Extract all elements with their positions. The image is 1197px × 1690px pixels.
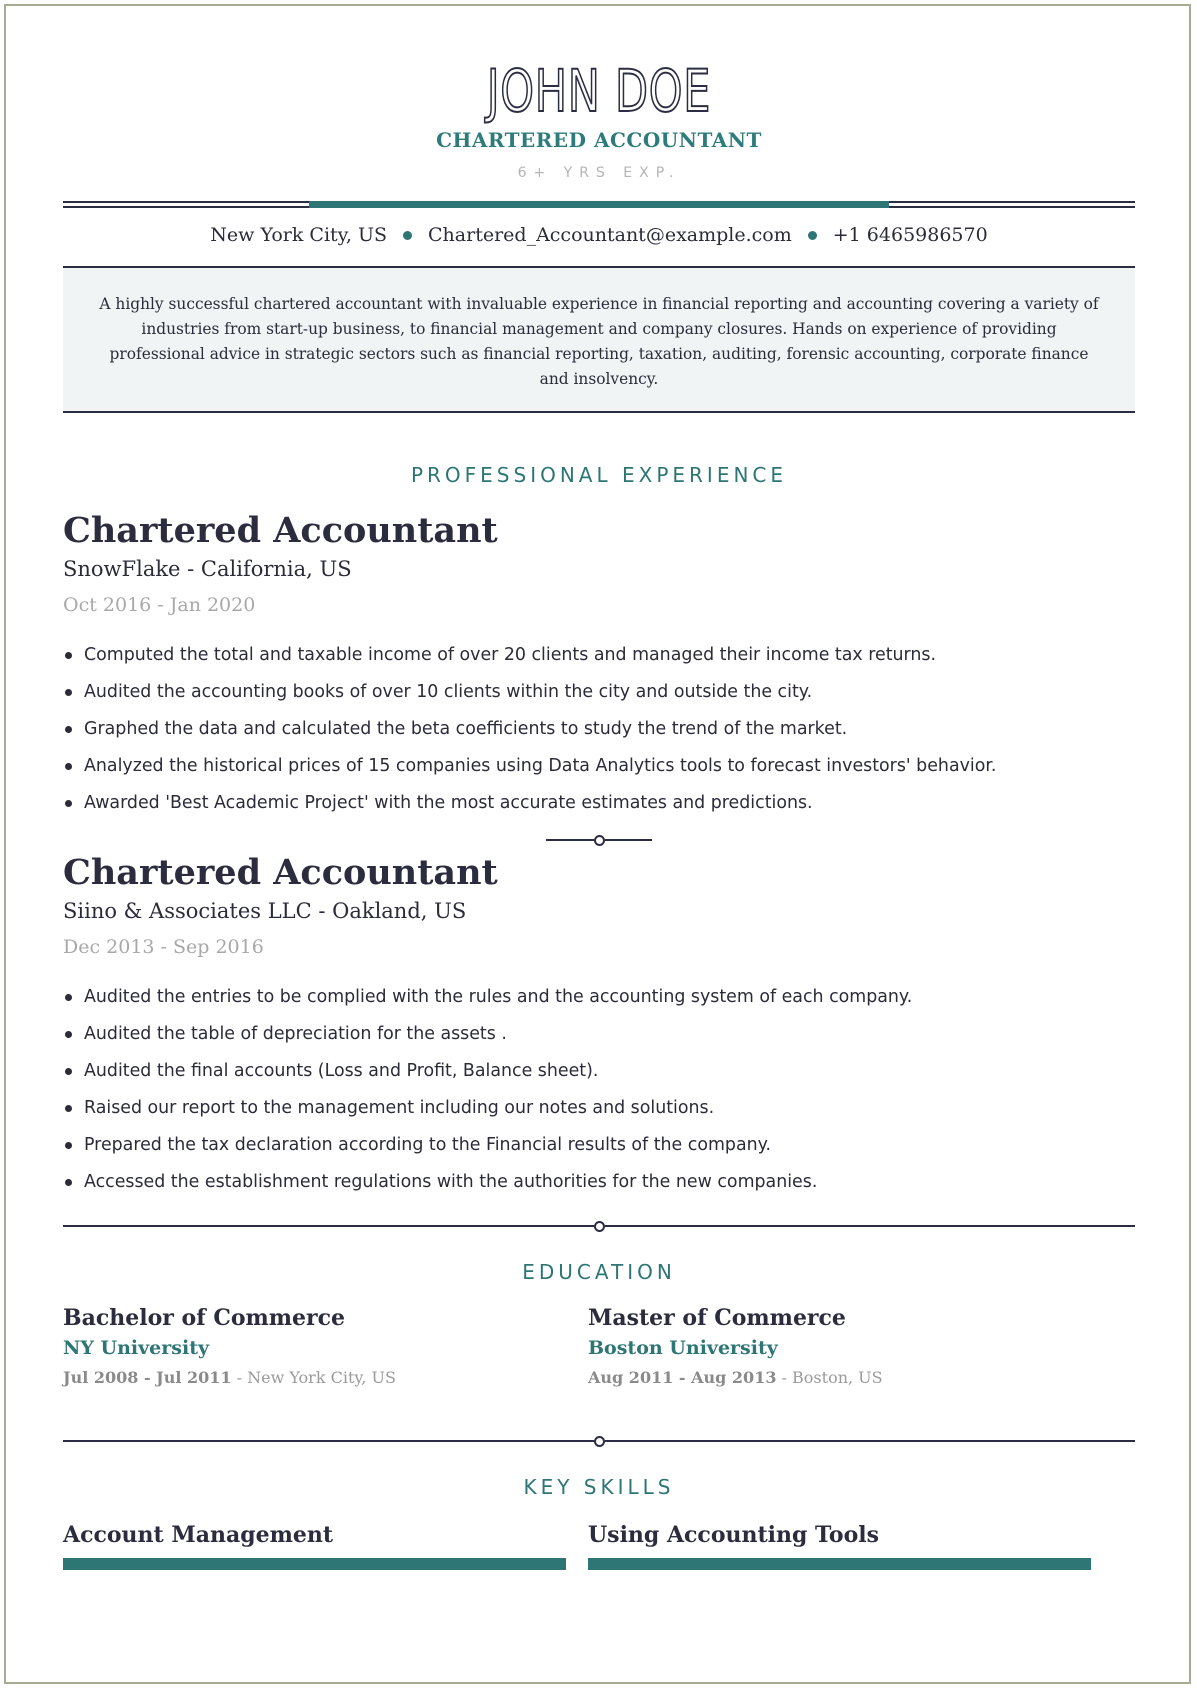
list-item: Audited the final accounts (Loss and Profit, Balance sheet). <box>63 1053 912 1090</box>
summary-text: A highly successful chartered accountant with invaluable experience in financial reporting and accounting covering a variety of industries from start-up business, to financial management and company closures. Hands on experience of providing professional advice in strategic sectors such as financial reporting, taxation, auditing, forensic accounting, corporate finance and insolvency. <box>99 295 1099 388</box>
experience-years: 6+ YRS EXP. <box>517 165 681 181</box>
job-title: Chartered Accountant <box>63 852 498 893</box>
list-item: Prepared the tax declaration according to the Financial results of the company. <box>63 1127 912 1164</box>
job-company: Siino & Associates LLC - Oakland, US <box>63 899 467 923</box>
education-degree: Bachelor of Commerce <box>63 1305 346 1331</box>
separator-dot-icon <box>403 231 412 240</box>
skill-item <box>588 1522 1091 1570</box>
list-item: Awarded 'Best Academic Project' with the most accurate estimates and predictions. <box>63 785 996 822</box>
education-dates: Aug 2011 - Aug 2013 <box>588 1368 777 1387</box>
section-title-experience: PROFESSIONAL EXPERIENCE <box>410 463 788 487</box>
contact-email[interactable]: Chartered_Accountant@example.com <box>428 224 792 246</box>
education-location: - Boston, US <box>776 1368 883 1387</box>
skill-name: Account Management <box>63 1522 334 1548</box>
separator-dot-icon <box>808 231 817 240</box>
divider-circle-icon <box>594 1221 605 1232</box>
divider-circle-icon <box>594 835 605 846</box>
list-item: Accessed the establishment regulations with the authorities for the new companies. <box>63 1164 912 1201</box>
skill-item <box>63 1522 566 1570</box>
education-school: NY University <box>63 1337 210 1359</box>
divider-circle-icon <box>594 1436 605 1447</box>
section-title-skills: KEY SKILLS <box>523 1475 675 1499</box>
job-dates: Oct 2016 - Jan 2020 <box>63 594 256 616</box>
education-degree: Master of Commerce <box>588 1305 846 1331</box>
job-bullets <box>63 979 912 1201</box>
header-accent-bar <box>309 201 889 208</box>
job-title: Chartered Accountant <box>63 510 498 551</box>
list-item: Computed the total and taxable income of over 20 clients and managed their income tax returns. <box>63 637 996 674</box>
job-divider <box>546 834 652 846</box>
contact-line <box>63 224 1135 246</box>
skill-bar-fill <box>588 1558 1091 1570</box>
candidate-name: JOHN DOE <box>486 57 712 125</box>
candidate-role: CHARTERED ACCOUNTANT <box>436 128 762 152</box>
contact-phone[interactable]: +1 6465986570 <box>832 224 988 246</box>
job-dates: Dec 2013 - Sep 2016 <box>63 936 264 958</box>
skill-bar-fill <box>63 1558 566 1570</box>
list-item: Raised our report to the management including our notes and solutions. <box>63 1090 912 1127</box>
skill-name: Using Accounting Tools <box>588 1522 879 1548</box>
list-item: Graphed the data and calculated the beta coefficients to study the trend of the market. <box>63 711 996 748</box>
education-dates: Jul 2008 - Jul 2011 <box>63 1368 232 1387</box>
job-bullets <box>63 637 996 822</box>
section-divider <box>63 1435 1135 1447</box>
skill-bar <box>588 1558 1091 1570</box>
job-company: SnowFlake - California, US <box>63 557 352 581</box>
education-item <box>63 1305 563 1387</box>
section-divider <box>63 1220 1135 1232</box>
list-item: Analyzed the historical prices of 15 companies using Data Analytics tools to forecast investors' behavior. <box>63 748 996 785</box>
list-item: Audited the table of depreciation for the assets . <box>63 1016 912 1053</box>
list-item: Audited the accounting books of over 10 clients within the city and outside the city. <box>63 674 996 711</box>
education-location: - New York City, US <box>231 1368 396 1387</box>
list-item: Audited the entries to be complied with the rules and the accounting system of each company. <box>63 979 912 1016</box>
education-when <box>588 1368 1088 1387</box>
education-when <box>63 1368 563 1387</box>
education-school: Boston University <box>588 1337 778 1359</box>
education-item <box>588 1305 1088 1387</box>
summary-box <box>63 266 1135 413</box>
contact-location: New York City, US <box>210 224 388 246</box>
skill-bar <box>63 1558 566 1570</box>
section-title-education: EDUCATION <box>522 1260 676 1284</box>
